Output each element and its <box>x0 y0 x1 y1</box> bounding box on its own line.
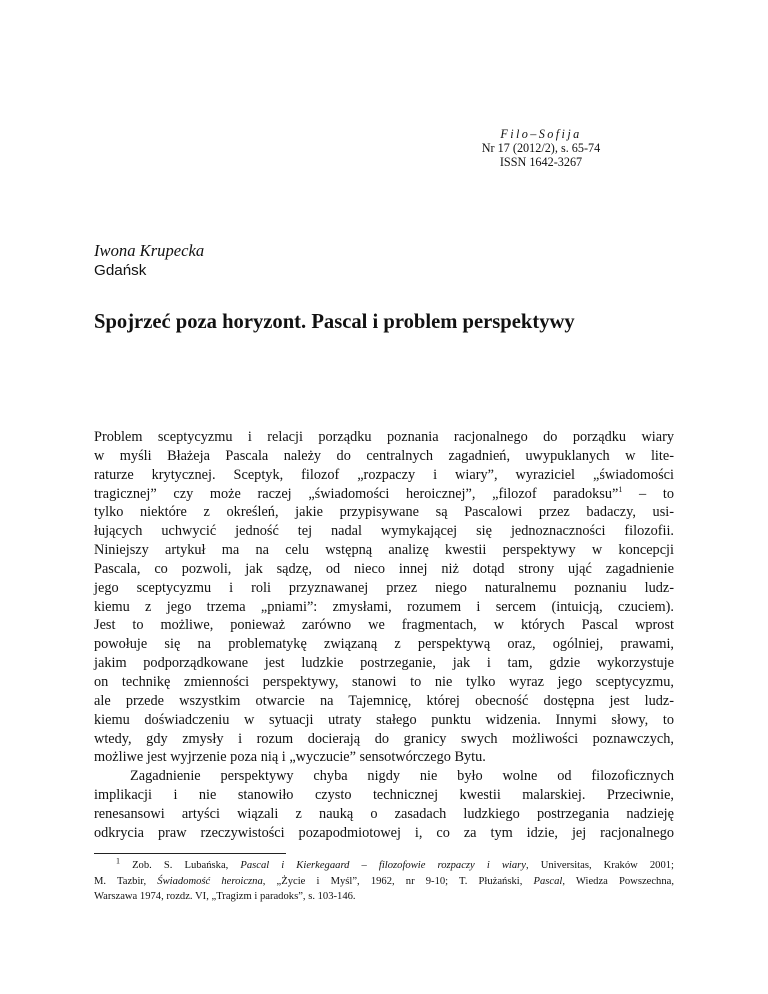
body-line: odkrycia praw rzeczywistości pozapodmiotowej i, co za tym idzie, jej racjonalnego <box>94 824 674 841</box>
article-body <box>94 428 674 843</box>
footnote-cited-title: Pascal <box>533 875 563 887</box>
body-line: kiemu doświadczeniu w sytuacji utraty stałego punktu widzenia. Innymi słowy, to <box>94 711 674 728</box>
footnote-divider <box>94 853 286 854</box>
journal-issue: Nr 17 (2012/2), s. 65-74 <box>481 141 601 155</box>
footnote-text: , Wiedza Powszechna, <box>562 875 674 887</box>
body-line: możliwe jest wyjrzenie poza nią i „wyczucie” sensotwórczego Bytu. <box>94 749 486 766</box>
author-name: Iwona Krupecka <box>94 241 205 260</box>
footnote-text: M. Tazbir, <box>94 875 158 887</box>
body-line: implikacji i nie stanowiło czysto technicznej kwestii malarskiej. Przeciwnie, <box>94 787 674 804</box>
journal-name: Filo–Sofija <box>500 127 582 141</box>
author-affiliation: Gdańsk <box>94 262 147 279</box>
body-line: w myśli Błażeja Pascala należy do centralnych zagadnień, uwypuklanych w lite- <box>94 447 674 464</box>
body-line-text: tragicznej” czy może raczej „świadomości heroicznej”, „filozof paradoksu” <box>94 485 619 502</box>
body-line: wtedy, gdy zmysły i rozum docierają do granicy swych możliwości poznawczych, <box>94 730 674 747</box>
body-line: łujących uchwycić jedność tej nadal wymykającej się jednoznaczności filozofii. <box>94 523 674 540</box>
body-line: renesansowi artyści wiązali z nauką o zasadach ludzkiego postrzegania nadzieję <box>94 805 674 822</box>
body-line: jego sceptycyzmu i roli przyznawanej przez niego naturalnemu poznaniu ludz- <box>94 579 674 596</box>
journal-issn: ISSN 1642-3267 <box>499 155 583 169</box>
body-line-with-footnote <box>94 485 674 504</box>
body-line: raturze krytycznej. Sceptyk, filozof „rozpaczy i wiary”, wyraziciel „świadomości <box>94 466 674 483</box>
body-line-tail: – to <box>622 485 674 502</box>
body-line: powołuje się na problematykę związaną z perspektywą oraz, ogólniej, prawami, <box>94 636 674 653</box>
journal-header <box>460 127 622 169</box>
body-line: Problem sceptycyzmu i relacji porządku poznania racjonalnego do porządku wiary <box>94 429 674 445</box>
article-title: Spojrzeć poza horyzont. Pascal i problem perspektywy <box>94 311 575 333</box>
body-line: Niniejszy artykuł ma na celu wstępną analizę kwestii perspektywy w koncepcji <box>94 542 674 559</box>
footnote-line <box>94 858 674 874</box>
body-line: Jest to możliwe, ponieważ zarówno we fragmentach, w których Pascal wprost <box>94 617 674 634</box>
footnote <box>94 858 674 905</box>
footnote-cited-title: Świadomość heroiczna <box>157 875 263 887</box>
body-line: on technikę zmienności perspektywy, stanowi to nie tylko wyraz jego sceptycyzmu, <box>94 673 674 690</box>
footnote-line <box>94 874 674 890</box>
footnote-number: 1 <box>116 856 120 866</box>
author-block <box>94 241 204 281</box>
body-line: tylko niektóre z określeń, jakie przypisywane są Pascalowi przez badaczy, usi- <box>94 504 674 521</box>
footnote-text: , „Życie i Myśl”, 1962, nr 9-10; T. Płużański, <box>262 875 534 887</box>
body-line: Zagadnienie perspektywy chyba nigdy nie było wolne od filozoficznych <box>130 768 674 785</box>
footnote-cited-title: Pascal i Kierkegaard – filozofowie rozpaczy i wiary <box>240 860 526 871</box>
footnote-line: Warszawa 1974, rozdz. VI, „Tragizm i paradoks”, s. 103-146. <box>94 891 356 902</box>
body-line: Pascala, co pozwoli, jak sądzę, od nieco innej niż dotąd strony ująć zagadnienie <box>94 560 674 577</box>
body-line: kiemu z jego trzema „pniami”: zmysłami, rozumem i sercem (intuicją, czuciem). <box>94 598 674 615</box>
footnote-marker[interactable]: 1 <box>618 484 623 494</box>
body-line: jakim podporządkowane jest ludzkie postrzeganie, jak i tam, gdzie wykorzystuje <box>94 655 674 672</box>
footnote-text: , Universitas, Kraków 2001; <box>525 860 674 871</box>
body-line: ale przede wszystkim otwarcie na Tajemnicę, której obecność dostępna jest ludz- <box>94 692 674 709</box>
footnote-text: Zob. S. Lubańska, <box>132 860 241 871</box>
